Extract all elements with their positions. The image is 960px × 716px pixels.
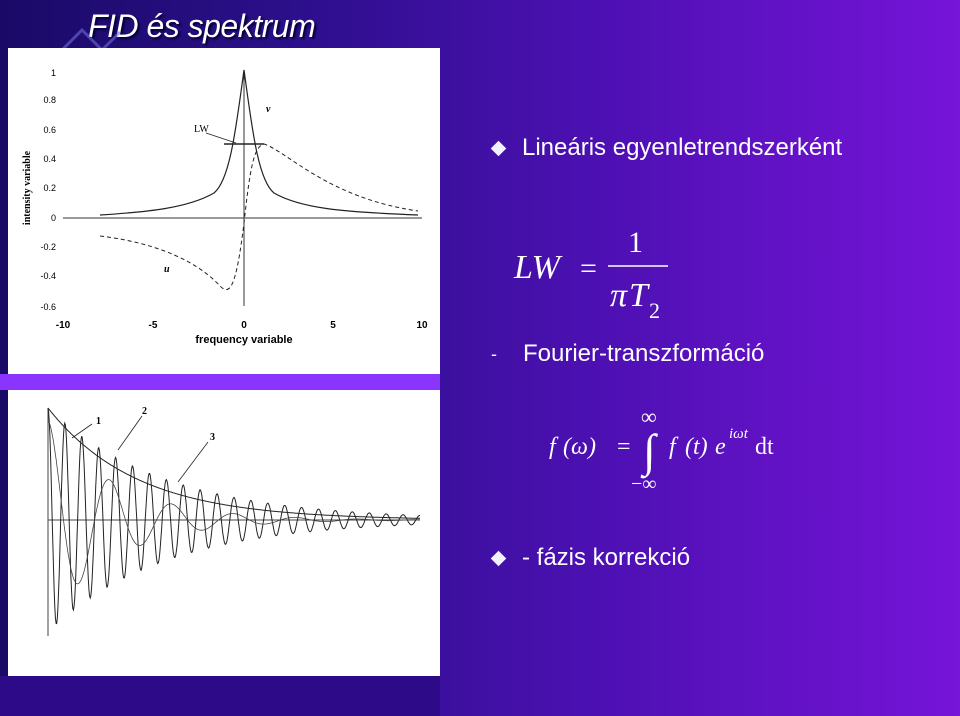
label-2-pointer (118, 416, 142, 450)
dispersion-curve (100, 144, 418, 290)
fid-plot (8, 390, 440, 676)
xtick: 5 (330, 320, 336, 331)
exponent: iωt (729, 426, 748, 442)
ytick: 0.4 (43, 154, 56, 164)
linewidth-formula (510, 222, 680, 327)
bottom-band (0, 676, 440, 716)
u-label: u (164, 264, 170, 275)
absorption-curve (100, 70, 418, 215)
x-axis-label: frequency variable (195, 334, 293, 346)
ytick: 0.6 (43, 125, 56, 135)
equals-sign: = (580, 252, 597, 285)
pi-symbol: π (610, 277, 628, 314)
e-symbol: e (715, 434, 726, 460)
v-label: v (266, 104, 271, 115)
ytick: 1 (50, 68, 56, 78)
bullet-text: - fázis korrekció (522, 544, 691, 571)
ytick: -0.2 (40, 242, 56, 252)
equals-sign: = (617, 434, 631, 460)
lw-pointer (206, 133, 236, 143)
lower-limit: −∞ (631, 473, 657, 492)
f-symbol: f (549, 434, 556, 460)
curve-label-3: 3 (210, 432, 215, 443)
numerator: 1 (628, 226, 643, 259)
lw-label: LW (194, 124, 209, 135)
dash-bullet: - (491, 343, 497, 364)
bullet-fourier (491, 340, 764, 368)
slide-title: FID és spektrum (88, 8, 316, 44)
spectrum-plot-panel (8, 48, 440, 374)
ytick: -0.6 (40, 302, 56, 312)
dt-symbol: dt (755, 434, 774, 460)
subscript-2: 2 (649, 298, 660, 323)
omega-arg: (ω) (563, 434, 596, 460)
spectrum-plot (8, 48, 440, 374)
t-arg: (t) (685, 434, 708, 460)
label-1-pointer (72, 424, 92, 438)
ytick: 0 (50, 213, 56, 223)
t-symbol: T (629, 277, 648, 314)
integral-sign: ∫ (643, 425, 656, 476)
upper-limit: ∞ (641, 404, 657, 429)
ytick: 0.8 (43, 95, 56, 105)
ytick: 0.2 (43, 183, 56, 193)
decorative-band (0, 374, 440, 390)
f-of-t: f (669, 434, 676, 460)
fourier-formula (545, 400, 795, 492)
xtick: -5 (148, 320, 158, 331)
fid-plot-panel (8, 390, 440, 676)
label-3-pointer (178, 442, 208, 482)
bullet-phase-correction (493, 544, 690, 572)
xtick: -10 (55, 320, 71, 331)
bullet-text: Fourier-transzformáció (523, 340, 765, 367)
fid-envelope-curve (48, 408, 420, 518)
fid-oscillation-curve (48, 408, 420, 624)
ytick: -0.4 (40, 271, 56, 281)
xtick: 10 (416, 320, 428, 331)
bullet-linear-system (493, 134, 842, 162)
curve-label-2: 2 (142, 406, 147, 417)
y-axis-label: intensity variable (22, 150, 33, 226)
diamond-bullet-icon (491, 550, 507, 566)
fid-second-curve (48, 420, 420, 584)
lw-symbol: LW (514, 249, 560, 286)
bullet-text: Lineáris egyenletrendszerként (522, 134, 843, 161)
curve-label-1: 1 (96, 416, 101, 427)
diamond-bullet-icon (491, 140, 507, 156)
xtick: 0 (241, 320, 247, 331)
